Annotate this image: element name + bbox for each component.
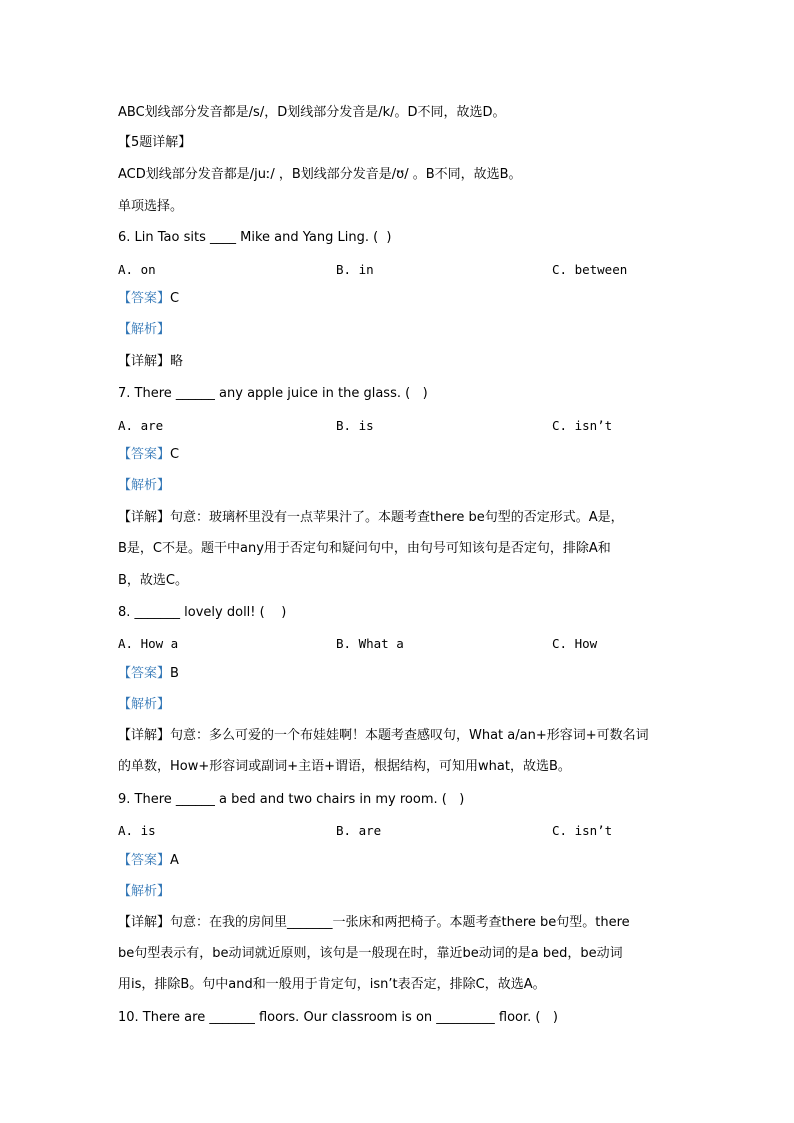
answer-option: C. How bbox=[552, 636, 598, 651]
answer-line bbox=[118, 447, 179, 463]
text-line: 【5题详解】 bbox=[118, 135, 192, 150]
answer-option: A. on bbox=[118, 262, 156, 277]
answer-option: B. What a bbox=[336, 636, 404, 651]
section-label: 【答案】 bbox=[118, 666, 171, 681]
answer-option: B. is bbox=[336, 418, 374, 433]
text-line: 6. Lin Tao sits ____ Mike and Yang Ling. ( ) bbox=[118, 230, 392, 245]
answer-option: C. isn’t bbox=[552, 418, 613, 433]
text-line: 单项选择。 bbox=[118, 199, 184, 214]
analysis-line bbox=[118, 884, 170, 900]
text-line: 【详解】句意：在我的房间里_______一张床和两把椅子。本题考查there be句型。there bbox=[118, 915, 630, 930]
answer-line bbox=[118, 291, 179, 307]
section-label: 【解析】 bbox=[118, 884, 171, 899]
text-line: B，故选C。 bbox=[118, 573, 188, 588]
answer-value: C bbox=[170, 291, 180, 306]
section-label: 【答案】 bbox=[118, 291, 171, 306]
answer-line bbox=[118, 853, 179, 869]
text-line: 用is，排除B。句中and和一般用于肯定句，isn’t表否定，排除C，故选A。 bbox=[118, 977, 546, 992]
answer-value: B bbox=[170, 666, 179, 681]
answer-option: A. is bbox=[118, 823, 156, 838]
answer-option: A. How a bbox=[118, 636, 179, 651]
answer-option: A. are bbox=[118, 418, 164, 433]
answer-option: B. are bbox=[336, 823, 382, 838]
analysis-line bbox=[118, 697, 170, 713]
text-line: 8. _______ lovely doll! ( ) bbox=[118, 605, 287, 620]
text-line: 10. There are _______ floors. Our classroom is on _________ floor. ( ) bbox=[118, 1010, 558, 1025]
answer-value: A bbox=[170, 853, 179, 868]
text-line: be句型表示有，be动词就近原则，该句是一般现在时，靠近be动词的是a bed，be动词 bbox=[118, 946, 623, 961]
analysis-line bbox=[118, 322, 170, 338]
text-line: 【详解】句意：玻璃杯里没有一点苹果汁了。本题考查there be句型的否定形式。A是， bbox=[118, 510, 624, 525]
text-line: 9. There ______ a bed and two chairs in my room. ( ) bbox=[118, 792, 465, 807]
answer-value: C bbox=[170, 447, 180, 462]
text-line: ABC划线部分发音都是/s/，D划线部分发音是/k/。D不同，故选D。 bbox=[118, 105, 506, 120]
answer-option: C. isn’t bbox=[552, 823, 613, 838]
answer-line bbox=[118, 666, 179, 682]
answer-option: C. between bbox=[552, 262, 628, 277]
section-label: 【答案】 bbox=[118, 447, 171, 462]
text-line: B是，C不是。题干中any用于否定句和疑问句中，由句号可知该句是否定句，排除A和 bbox=[118, 541, 611, 556]
section-label: 【解析】 bbox=[118, 322, 171, 337]
text-line: 的单数，How+形容词或副词+主语+谓语，根据结构，可知用what，故选B。 bbox=[118, 759, 571, 774]
analysis-line bbox=[118, 478, 170, 494]
section-label: 【解析】 bbox=[118, 697, 171, 712]
text-line: 【详解】略 bbox=[118, 354, 184, 369]
text-line: 【详解】句意：多么可爱的一个布娃娃啊！本题考查感叹句，What a/an+形容词+可数名词 bbox=[118, 728, 649, 743]
text-line: ACD划线部分发音都是/juː/ ，B划线部分发音是/ʊ/ 。B不同，故选B。 bbox=[118, 167, 522, 182]
section-label: 【解析】 bbox=[118, 478, 171, 493]
answer-option: B. in bbox=[336, 262, 374, 277]
text-line: 7. There ______ any apple juice in the glass. ( ) bbox=[118, 386, 428, 401]
section-label: 【答案】 bbox=[118, 853, 171, 868]
